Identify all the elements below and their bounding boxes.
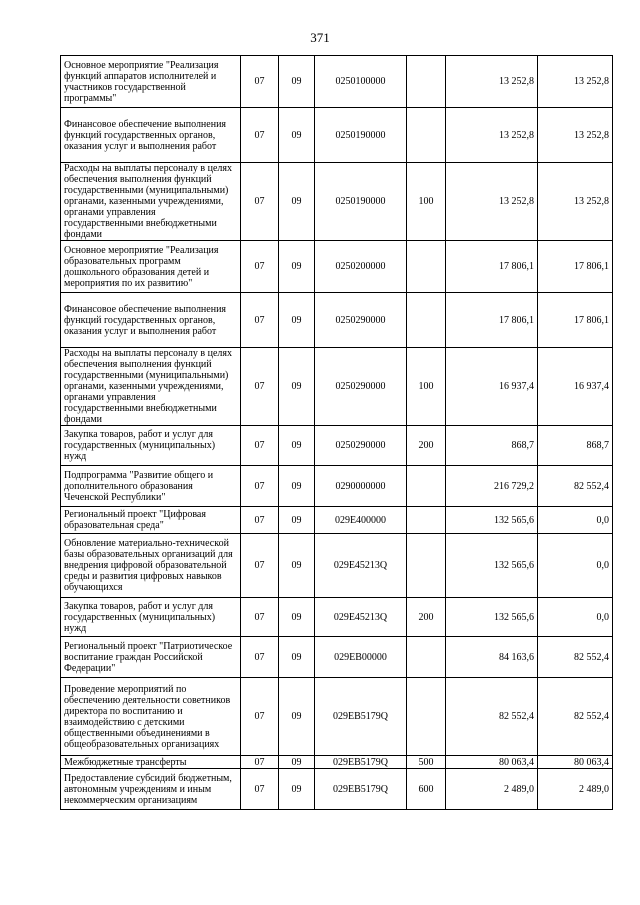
row-sum-year-2: 82 552,4 xyxy=(538,466,613,507)
row-sum-year-1: 132 565,6 xyxy=(446,598,538,637)
row-expense-type: 200 xyxy=(407,426,446,466)
table-row xyxy=(61,678,613,756)
row-sum-year-1: 132 565,6 xyxy=(446,534,538,598)
row-section: 07 xyxy=(241,507,279,534)
row-name: Региональный проект "Патриотическое воспитание граждан Российской Федерации" xyxy=(61,637,241,678)
row-sum-year-1: 82 552,4 xyxy=(446,678,538,756)
row-sum-year-2: 16 937,4 xyxy=(538,348,613,426)
row-sum-year-2: 82 552,4 xyxy=(538,678,613,756)
row-sum-year-2: 0,0 xyxy=(538,598,613,637)
row-section: 07 xyxy=(241,466,279,507)
row-name: Финансовое обеспечение выполнения функций государственных органов, оказания услуг и выполнения работ xyxy=(61,108,241,163)
table-row xyxy=(61,426,613,466)
table-row xyxy=(61,756,613,769)
row-expense-type: 100 xyxy=(407,348,446,426)
row-sum-year-1: 868,7 xyxy=(446,426,538,466)
row-expense-type xyxy=(407,507,446,534)
table-row xyxy=(61,241,613,293)
row-sum-year-2: 13 252,8 xyxy=(538,163,613,241)
row-target-article: 029EB5179Q xyxy=(315,769,407,810)
table-row xyxy=(61,534,613,598)
table-row xyxy=(61,598,613,637)
row-sum-year-2: 0,0 xyxy=(538,507,613,534)
page-number: 371 xyxy=(310,30,330,45)
row-sum-year-1: 13 252,8 xyxy=(446,163,538,241)
row-subsection: 09 xyxy=(279,348,315,426)
row-name: Основное мероприятие "Реализация образовательных программ дошкольного образования детей и мероприятия по их развитию" xyxy=(61,241,241,293)
row-sum-year-1: 84 163,6 xyxy=(446,637,538,678)
row-subsection: 09 xyxy=(279,534,315,598)
row-name: Закупка товаров, работ и услуг для государственных (муниципальных) нужд xyxy=(61,598,241,637)
row-name: Межбюджетные трансферты xyxy=(61,756,241,769)
row-expense-type: 600 xyxy=(407,769,446,810)
row-sum-year-2: 82 552,4 xyxy=(538,637,613,678)
row-target-article: 029E45213Q xyxy=(315,534,407,598)
table-row xyxy=(61,163,613,241)
row-target-article: 029EB00000 xyxy=(315,637,407,678)
table-row xyxy=(61,637,613,678)
table-row xyxy=(61,507,613,534)
row-subsection: 09 xyxy=(279,598,315,637)
row-name: Обновление материально-технической базы образовательных организаций для внедрения цифровой образовательной среды и развития цифровых навыков обучающихся xyxy=(61,534,241,598)
row-name: Региональный проект "Цифровая образовательная среда" xyxy=(61,507,241,534)
row-expense-type xyxy=(407,534,446,598)
row-section: 07 xyxy=(241,534,279,598)
row-name: Основное мероприятие "Реализация функций аппаратов исполнителей и участников государственной программы" xyxy=(61,56,241,108)
row-sum-year-1: 216 729,2 xyxy=(446,466,538,507)
table-row xyxy=(61,348,613,426)
table-row xyxy=(61,56,613,108)
row-name: Закупка товаров, работ и услуг для государственных (муниципальных) нужд xyxy=(61,426,241,466)
row-name: Расходы на выплаты персоналу в целях обеспечения выполнения функций государственными (муниципальными) органами, казенными учреждениями, органами управления государственными внебюджетными фондами xyxy=(61,348,241,426)
row-subsection: 09 xyxy=(279,678,315,756)
row-target-article: 029EB5179Q xyxy=(315,678,407,756)
row-target-article: 029EB5179Q xyxy=(315,756,407,769)
row-sum-year-2: 868,7 xyxy=(538,426,613,466)
row-target-article: 0250190000 xyxy=(315,163,407,241)
row-section: 07 xyxy=(241,598,279,637)
row-name: Расходы на выплаты персоналу в целях обеспечения выполнения функций государственными (муниципальными) органами, казенными учреждениями, органами управления государственными внебюджетными фондами xyxy=(61,163,241,241)
row-sum-year-2: 13 252,8 xyxy=(538,108,613,163)
row-sum-year-2: 17 806,1 xyxy=(538,241,613,293)
row-section: 07 xyxy=(241,769,279,810)
row-section: 07 xyxy=(241,637,279,678)
row-subsection: 09 xyxy=(279,293,315,348)
row-name: Проведение мероприятий по обеспечению деятельности советников директора по воспитанию и взаимодействию с детскими общественными объединениями в общеобразовательных организациях xyxy=(61,678,241,756)
row-sum-year-1: 13 252,8 xyxy=(446,108,538,163)
row-section: 07 xyxy=(241,56,279,108)
row-section: 07 xyxy=(241,293,279,348)
row-expense-type xyxy=(407,637,446,678)
row-target-article: 029E400000 xyxy=(315,507,407,534)
row-target-article: 029E45213Q xyxy=(315,598,407,637)
budget-table-body xyxy=(61,56,613,810)
row-section: 07 xyxy=(241,241,279,293)
row-subsection: 09 xyxy=(279,769,315,810)
row-target-article: 0250200000 xyxy=(315,241,407,293)
row-subsection: 09 xyxy=(279,637,315,678)
row-expense-type xyxy=(407,466,446,507)
table-row xyxy=(61,293,613,348)
row-sum-year-1: 132 565,6 xyxy=(446,507,538,534)
row-subsection: 09 xyxy=(279,108,315,163)
row-sum-year-2: 2 489,0 xyxy=(538,769,613,810)
row-subsection: 09 xyxy=(279,426,315,466)
table-row xyxy=(61,466,613,507)
row-sum-year-2: 17 806,1 xyxy=(538,293,613,348)
row-sum-year-1: 16 937,4 xyxy=(446,348,538,426)
row-sum-year-1: 13 252,8 xyxy=(446,56,538,108)
row-section: 07 xyxy=(241,163,279,241)
row-subsection: 09 xyxy=(279,241,315,293)
row-sum-year-1: 17 806,1 xyxy=(446,293,538,348)
table-row xyxy=(61,108,613,163)
row-expense-type xyxy=(407,108,446,163)
row-expense-type: 200 xyxy=(407,598,446,637)
table-row xyxy=(61,769,613,810)
row-name: Предоставление субсидий бюджетным, автономным учреждениям и иным некоммерческим организациям xyxy=(61,769,241,810)
row-sum-year-2: 80 063,4 xyxy=(538,756,613,769)
row-sum-year-2: 13 252,8 xyxy=(538,56,613,108)
row-sum-year-1: 80 063,4 xyxy=(446,756,538,769)
row-target-article: 0250290000 xyxy=(315,426,407,466)
row-section: 07 xyxy=(241,108,279,163)
row-subsection: 09 xyxy=(279,163,315,241)
row-subsection: 09 xyxy=(279,756,315,769)
row-expense-type: 100 xyxy=(407,163,446,241)
row-name: Финансовое обеспечение выполнения функций государственных органов, оказания услуг и выполнения работ xyxy=(61,293,241,348)
row-expense-type xyxy=(407,56,446,108)
row-sum-year-1: 2 489,0 xyxy=(446,769,538,810)
row-sum-year-2: 0,0 xyxy=(538,534,613,598)
row-section: 07 xyxy=(241,348,279,426)
row-target-article: 0250100000 xyxy=(315,56,407,108)
row-section: 07 xyxy=(241,756,279,769)
row-expense-type xyxy=(407,293,446,348)
budget-table xyxy=(60,55,613,810)
row-target-article: 0290000000 xyxy=(315,466,407,507)
row-target-article: 0250190000 xyxy=(315,108,407,163)
row-expense-type: 500 xyxy=(407,756,446,769)
row-target-article: 0250290000 xyxy=(315,293,407,348)
row-subsection: 09 xyxy=(279,56,315,108)
row-expense-type xyxy=(407,241,446,293)
row-subsection: 09 xyxy=(279,466,315,507)
row-subsection: 09 xyxy=(279,507,315,534)
row-expense-type xyxy=(407,678,446,756)
row-section: 07 xyxy=(241,426,279,466)
row-name: Подпрограмма "Развитие общего и дополнительного образования Чеченской Республики" xyxy=(61,466,241,507)
row-sum-year-1: 17 806,1 xyxy=(446,241,538,293)
row-target-article: 0250290000 xyxy=(315,348,407,426)
row-section: 07 xyxy=(241,678,279,756)
